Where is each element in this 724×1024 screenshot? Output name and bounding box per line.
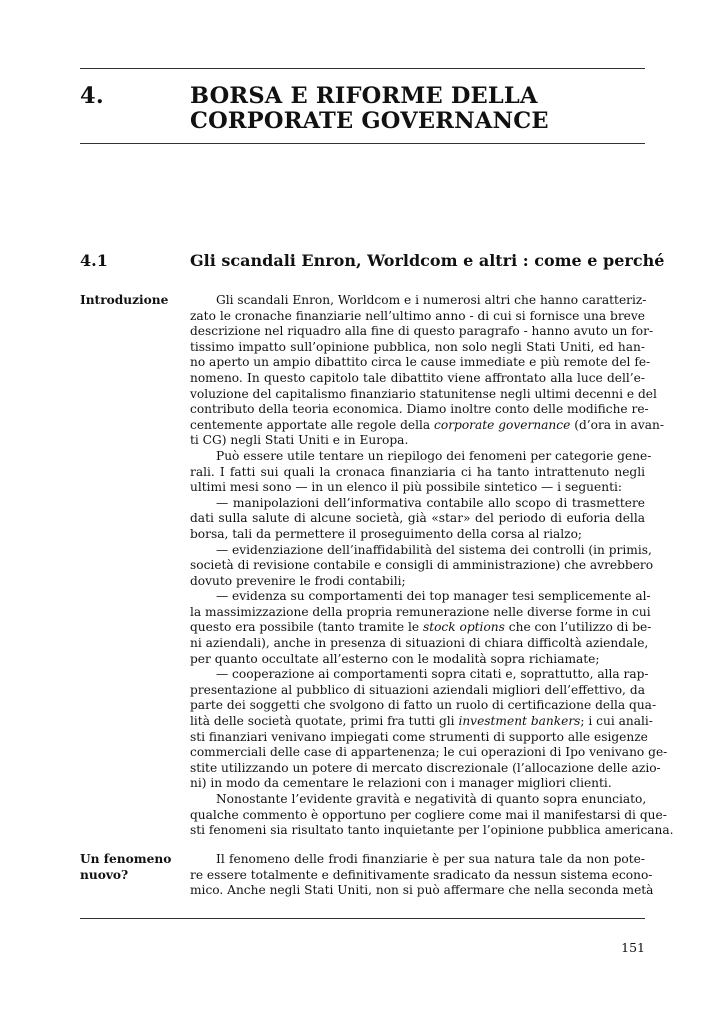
text-line: questo era possibile (tanto tramite le stock options che con l’utilizzo di be- — [190, 620, 652, 635]
text-line: stite utilizzando un potere di mercato discrezionale (l’allocazione delle azio- — [190, 760, 661, 775]
side-label-fenomeno — [80, 852, 185, 883]
text-line: rali. I fatti sui quali la cronaca finanziaria ci ha tanto intrattenuto negli — [190, 464, 645, 479]
text-line: la massimizzazione della propria remunerazione nelle diverse forme in cui — [190, 604, 651, 619]
text-line: presentazione al pubblico di situazioni aziendali migliori dell’effettivo, da — [190, 682, 645, 697]
text-line: re essere totalmente e definitivamente sradicato da nessun sistema econo- — [190, 867, 653, 882]
text-line: — evidenza su comportamenti dei top manager tesi semplicemente al- — [216, 589, 651, 604]
text-line: Può essere utile tentare un riepilogo dei fenomeni per categorie gene- — [216, 448, 652, 463]
italic-term: corporate governance — [434, 417, 571, 432]
page-number: 151 — [621, 940, 645, 955]
section-number: 4.1 — [80, 251, 108, 270]
fenomeno-paragraph — [190, 852, 654, 899]
chapter-title-line: CORPORATE GOVERNANCE — [190, 108, 549, 134]
text-line: commerciali delle case di appartenenza; le cui operazioni di Ipo venivano ge- — [190, 745, 668, 760]
text-line: sti finanziari venivano impiegati come strumenti di supporto alle esigenze — [190, 729, 648, 744]
text-line: dati sulla salute di alcune società, già «star» del periodo di euforia della — [190, 511, 645, 526]
text-line: borsa, tali da permettere il proseguimento della corsa al rialzo; — [190, 526, 583, 541]
top-rule — [80, 68, 645, 69]
text-line: zato le cronache finanziarie nell’ultimo anno - di cui si fornisce una breve — [190, 308, 645, 323]
chapter-title — [190, 84, 650, 134]
bottom-rule — [80, 918, 645, 919]
text-line: sti fenomeni sia risultato tanto inquietante per l’opinione pubblica americana. — [190, 823, 674, 838]
text-line: ni aziendali), anche in presenza di situazioni di chiara difficoltà aziendale, — [190, 636, 649, 651]
text-line: mico. Anche negli Stati Uniti, non si può affermare che nella seconda metà — [190, 883, 654, 898]
italic-term: stock options — [422, 620, 505, 635]
chapter-number: 4. — [80, 83, 104, 109]
text-line: nomeno. In questo capitolo tale dibattito viene affrontato alla luce dell’e- — [190, 370, 645, 385]
text-line: qualche commento è opportuno per cogliere come mai il manifestarsi di que- — [190, 807, 667, 822]
side-label-line: nuovo? — [80, 867, 129, 882]
side-label-introduzione: Introduzione — [80, 293, 169, 307]
text-line: lità delle società quotate, primi fra tutti gli investment bankers; i cui anali- — [190, 714, 653, 729]
text-line: parte dei soggetti che svolgono di fatto un ruolo di certificazione della qua- — [190, 698, 657, 713]
text-line: ni) in modo da cementare le relazioni con i manager migliori clienti. — [190, 776, 612, 791]
text-line: — evidenziazione dell’inaffidabilità del sistema dei controlli (in primis, — [216, 542, 652, 557]
text-line: Il fenomeno delle frodi finanziarie è per sua natura tale da non pote- — [216, 852, 645, 866]
text-line: Nonostante l’evidente gravità e negatività di quanto sopra enunciato, — [216, 792, 647, 806]
text-line: ultimi mesi sono — in un elenco il più possibile sintetico — i seguenti: — [190, 480, 622, 495]
text-line: dovuto prevenire le frodi contabili; — [190, 573, 406, 588]
text-line: per quanto occultate all’esterno con le modalità sopra richiamate; — [190, 651, 600, 666]
text-line: — manipolazioni dell’informativa contabile allo scopo di trasmettere — [216, 495, 645, 510]
text-line: tissimo impatto sull’opinione pubblica, non solo negli Stati Uniti, ed han- — [190, 339, 645, 354]
chapter-title-line: BORSA E RIFORME DELLA — [190, 83, 538, 109]
intro-paragraphs — [190, 293, 674, 839]
text-line: no aperto un ampio dibattito circa le cause immediate e più remote del fe- — [190, 355, 651, 370]
text-line: centemente apportate alle regole della corporate governance (d’ora in avan- — [190, 417, 664, 432]
text-line: Gli scandali Enron, Worldcom e i numerosi altri che hanno caratteriz- — [216, 293, 647, 307]
text-line: contributo della teoria economica. Diamo inoltre conto delle modifiche re- — [190, 402, 649, 417]
text-line: descrizione nel riquadro alla fine di questo paragrafo - hanno avuto un for- — [190, 324, 654, 339]
text-line: voluzione del capitalismo finanziario statunitense negli ultimi decenni e del — [190, 386, 657, 401]
text-line: — cooperazione ai comportamenti sopra citati e, soprattutto, alla rap- — [216, 667, 649, 682]
text-line: ti CG) negli Stati Uniti e in Europa. — [190, 433, 409, 448]
section-title: Gli scandali Enron, Worldcom e altri : come e perché — [190, 251, 665, 270]
text-line: società di revisione contabile e consigli di amministrazione) che avrebbero — [190, 558, 654, 573]
italic-term: investment bankers — [458, 714, 581, 729]
side-label-line: Un fenomeno — [80, 852, 172, 866]
chapter-rule — [80, 143, 645, 144]
